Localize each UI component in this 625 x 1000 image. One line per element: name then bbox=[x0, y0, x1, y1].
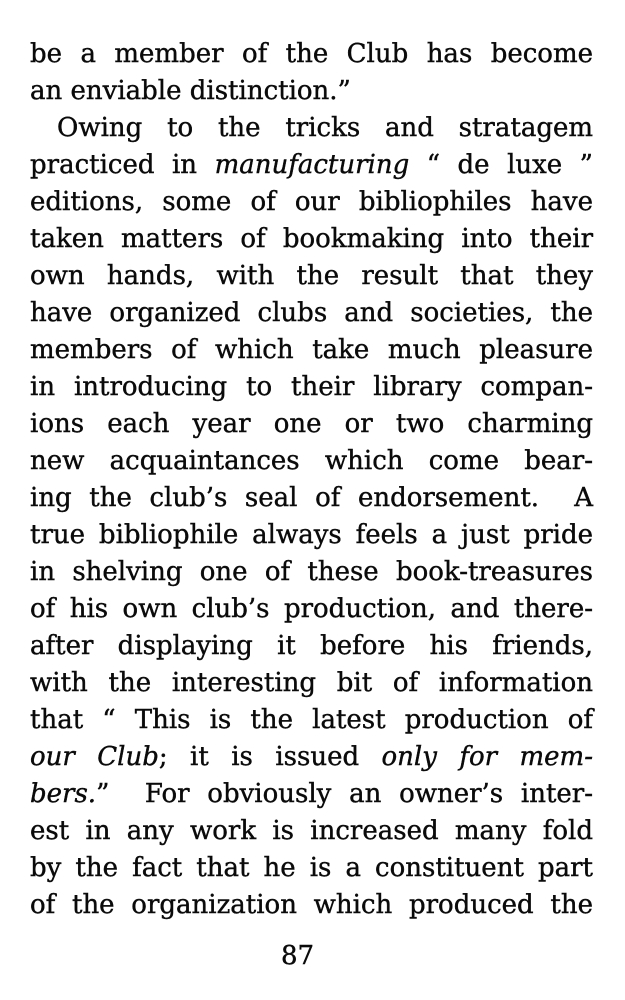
text-line bbox=[30, 813, 593, 850]
italic-text: our Club bbox=[30, 742, 159, 772]
text-segment: in introducing to their library compan- bbox=[30, 372, 593, 402]
text-line bbox=[30, 480, 593, 517]
text-segment: ” For obviously an owner’s inter- bbox=[96, 779, 593, 809]
text-segment: an enviable distinction.” bbox=[30, 76, 351, 106]
page-number: 87 bbox=[280, 941, 315, 971]
text-line bbox=[30, 221, 593, 258]
text-line bbox=[30, 332, 593, 369]
text-line bbox=[30, 406, 593, 443]
text-line bbox=[30, 554, 593, 591]
text-line bbox=[30, 443, 593, 480]
text-line bbox=[30, 73, 593, 110]
text-segment: own hands, with the result that they bbox=[30, 261, 593, 291]
text-segment: of the organization which produced the bbox=[30, 890, 593, 920]
text-line bbox=[30, 887, 593, 924]
text-line bbox=[30, 369, 593, 406]
italic-text: only for mem- bbox=[381, 742, 593, 772]
text-segment: ions each year one or two charming bbox=[30, 409, 593, 439]
text-segment: members of which take much pleasure bbox=[30, 335, 593, 365]
text-line bbox=[30, 258, 593, 295]
text-segment: Owing to the tricks and stratagem bbox=[57, 113, 593, 143]
text-segment: true bibliophile always feels a just pride bbox=[30, 520, 593, 550]
text-segment: have organized clubs and societies, the bbox=[30, 298, 593, 328]
text-segment: ; it is issued bbox=[158, 742, 382, 772]
text-segment: with the interesting bit of information bbox=[30, 668, 593, 698]
text-segment: in shelving one of these book-treasures bbox=[30, 557, 593, 587]
text-line bbox=[30, 36, 593, 73]
text-line bbox=[30, 776, 593, 813]
italic-text: manufacturing bbox=[214, 150, 410, 180]
text-segment: new acquaintances which come bear- bbox=[30, 446, 593, 476]
text-line bbox=[30, 628, 593, 665]
text-segment: of his own club’s production, and there- bbox=[30, 594, 593, 624]
text-line bbox=[30, 517, 593, 554]
text-line bbox=[30, 184, 593, 221]
text-segment: that “ This is the latest production of bbox=[30, 705, 593, 735]
text-line bbox=[30, 665, 593, 702]
text-segment: taken matters of bookmaking into their bbox=[30, 224, 593, 254]
text-segment: ing the club’s seal of endorsement. A bbox=[30, 483, 593, 513]
text-segment: after displaying it before his friends, bbox=[30, 631, 593, 661]
text-segment: editions, some of our bibliophiles have bbox=[30, 187, 593, 217]
text-line bbox=[30, 591, 593, 628]
text-segment: practiced in bbox=[30, 150, 215, 180]
text-line bbox=[30, 739, 593, 776]
italic-text: bers. bbox=[30, 779, 97, 809]
text-block bbox=[30, 36, 593, 924]
text-line bbox=[30, 850, 593, 887]
text-segment: “ de luxe ” bbox=[409, 150, 593, 180]
text-segment: be a member of the Club has become bbox=[30, 39, 593, 69]
text-line bbox=[30, 147, 593, 184]
text-line bbox=[30, 702, 593, 739]
text-line bbox=[30, 110, 593, 147]
text-segment: est in any work is increased many fold bbox=[30, 816, 593, 846]
text-segment: by the fact that he is a constituent part bbox=[30, 853, 593, 883]
text-line bbox=[30, 295, 593, 332]
